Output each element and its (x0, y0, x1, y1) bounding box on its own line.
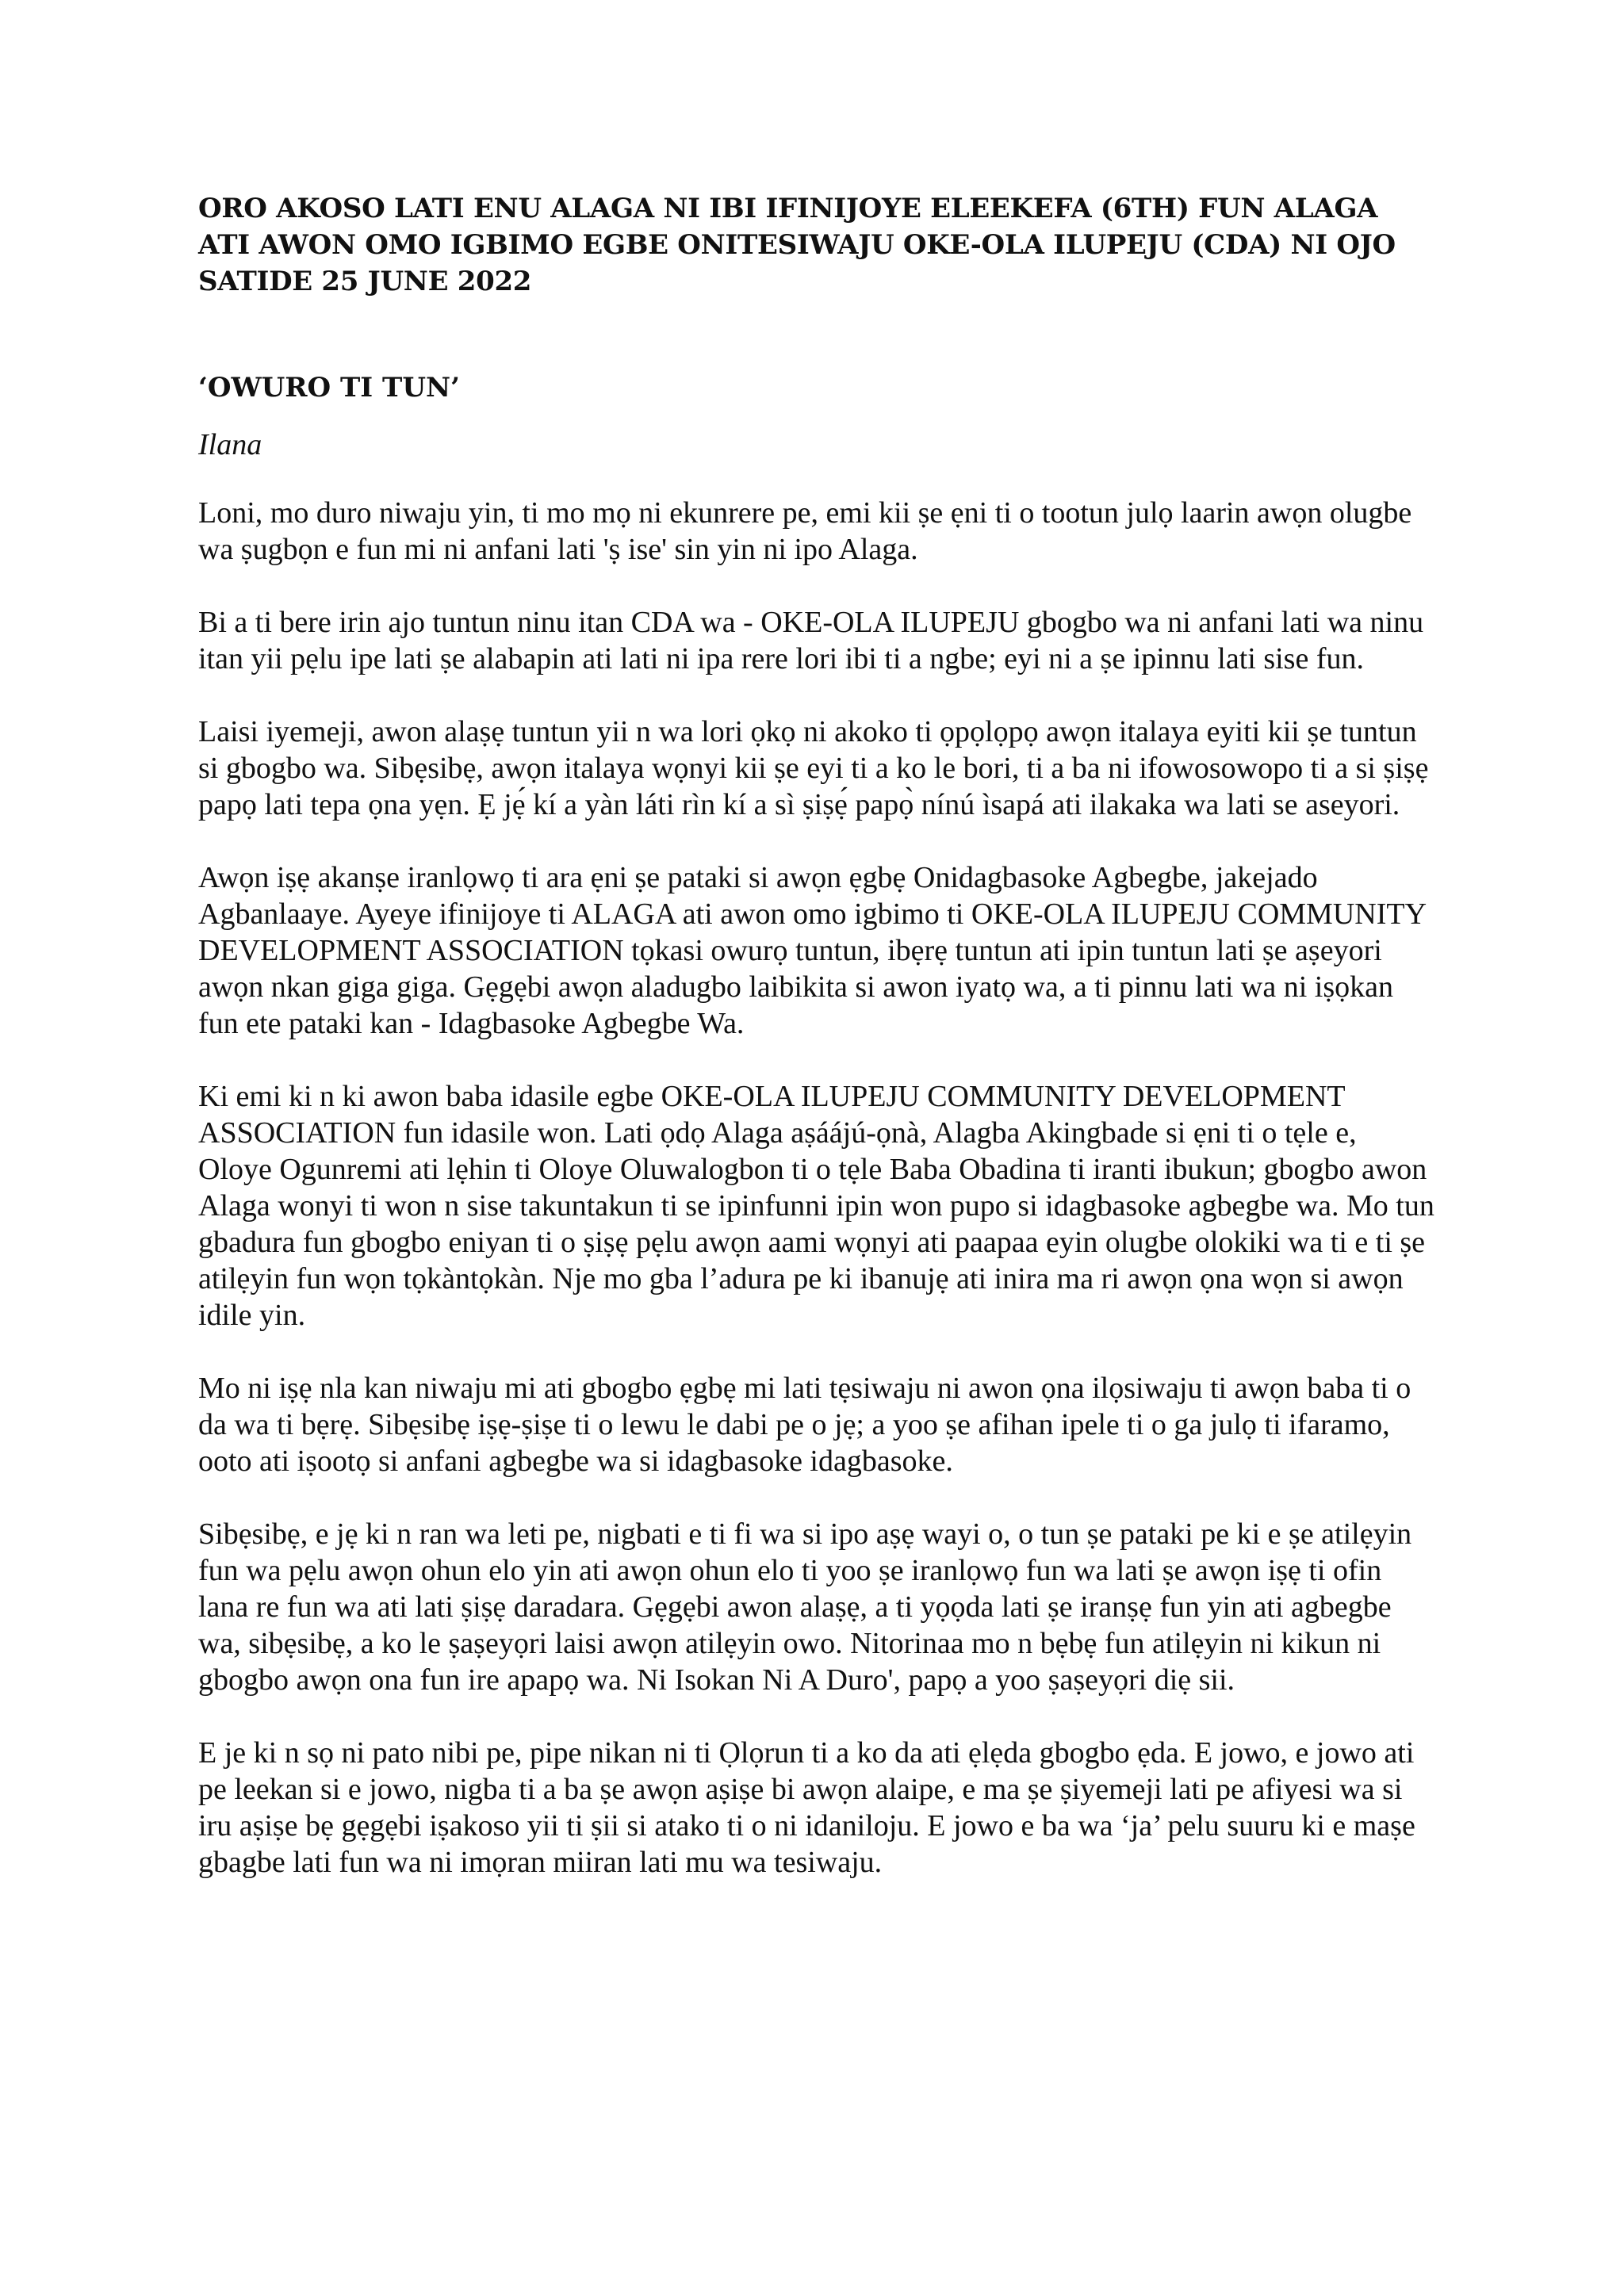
paragraph-8: E je ki n sọ ni pato nibi pe, pipe nikan ni ti Ọlọrun ti a ko da ati ẹlẹda gbogbo ẹda. E jowo, e jowo ati pe leekan si e jowo, nigba ti a ba ṣe awọn aṣiṣe bi awọn alaipe, e ma ṣe ṣiyemeji lati pe afiyesi wa si iru aṣiṣe bẹ gẹgẹbi iṣakoso yii ti ṣii si atako ti o ni idaniloju. E jowo e ba wa ‘ja’ pelu suuru ki e maṣe gbagbe lati fun wa ni imọran miiran lati mu wa tesiwaju. (198, 1736, 1415, 1879)
document-title: ORO AKOSO LATI ENU ALAGA NI IBI IFINIJOYE ELEEKEFA (6TH) FUN ALAGA ATI AWON OMO IGBIMO EGBE ONITESIWAJU OKE-OLA ILUPEJU (CDA) NI OJO SATIDE 25 JUNE 2022 (198, 193, 1396, 297)
paragraph-6: Mo ni iṣẹ nla kan niwaju mi ati gbogbo ẹgbẹ mi lati tẹsiwaju ni awon ọna ilọsiwaju ti awọn baba ti o da wa ti bẹrẹ. Sibẹsibẹ iṣẹ-ṣiṣe ti o lewu le dabi pe o jẹ; a yoo ṣe afihan ipele ti o ga julọ ti ifaramo, ooto ati iṣootọ si anfani agbegbe wa si idagbasoke idagbasoke. (198, 1372, 1411, 1478)
paragraph-3: Laisi iyemeji, awon alaṣẹ tuntun yii n wa lori ọkọ ni akoko ti ọpọlọpọ awọn italaya eyiti kii ṣe tuntun si gbogbo wa. Sibẹsibẹ, awọn italaya wọnyi kii ṣe eyi ti a ko le bori, ti a ba ni ifowosowopo ti a si ṣiṣẹ papọ lati tepa ọna yẹn. Ẹ jẹ́ kí a yàn láti rìn kí a sì ṣiṣẹ́ papọ̀ nínú ìsapá ati ilakaka wa lati se aseyori. (198, 715, 1429, 821)
document-page (198, 190, 1435, 1917)
section-heading: ‘OWURO TI TUN’ (198, 372, 460, 404)
paragraph-4: Awọn iṣẹ akanṣe iranlọwọ ti ara ẹni ṣe pataki si awọn ẹgbẹ Onidagbasoke Agbegbe, jakejado Agbanlaaye. Ayeye ifinijoye ti ALAGA ati awon omo igbimo ti OKE-OLA ILUPEJU COMMUNITY DEVELOPMENT ASSOCIATION tọkasi owurọ tuntun, ibẹrẹ tuntun ati ipin tuntun lati ṣe aṣeyori awọn nkan giga giga. Gẹgẹbi awọn aladugbo laibikita si awon iyatọ wa, a ti pinnu lati wa ni iṣọkan fun ete pataki kan - Idagbasoke Agbegbe Wa. (198, 861, 1426, 1040)
paragraph-7: Sibẹsibẹ, e jẹ ki n ran wa leti pe, nigbati e ti fi wa si ipo aṣẹ wayi o, o tun ṣe pataki pe ki e ṣe atilẹyin fun wa pẹlu awọn ohun elo yin ati awọn ohun elo ti yoo ṣe iranlọwọ fun wa lati ṣe awọn iṣẹ ti ofin lana re fun wa ati lati ṣiṣẹ daradara. Gẹgẹbi awon alaṣẹ, a ti yọọda lati ṣe iranṣẹ fun yin ati agbegbe wa, sibẹsibẹ, a ko le ṣaṣeyọri laisi awọn atilẹyin owo. Nitorinaa mo n bẹbẹ fun atilẹyin ni kikun ni gbogbo awọn ona fun ire apapọ wa. Ni Isokan Ni A Duro', papọ a yoo ṣaṣeyọri diẹ sii. (198, 1517, 1412, 1697)
paragraph-2: Bi a ti bere irin ajo tuntun ninu itan CDA wa - OKE-OLA ILUPEJU gbogbo wa ni anfani lati wa ninu itan yii pẹlu ipe lati ṣe alabapin ati lati ni ipa rere lori ibi ti a ngbe; eyi ni a ṣe ipinnu lati sise fun. (198, 606, 1424, 675)
paragraph-1: Loni, mo duro niwaju yin, ti mo mọ ni ekunrere pe, emi kii ṣe ẹni ti o tootun julọ laarin awọn olugbe wa ṣugbọn e fun mi ni anfani lati 'ṣ ise' sin yin ni ipo Alaga. (198, 496, 1412, 566)
paragraph-5: Ki emi ki n ki awon baba idasile egbe OKE-OLA ILUPEJU COMMUNITY DEVELOPMENT ASSOCIATION fun idasile won. Lati ọdọ Alaga aṣáájú-ọnà, Alagba Akingbade si ẹni ti o tẹle e, Oloye Ogunremi ati lẹhin ti Oloye Oluwalogbon ti o tẹle Baba Obadina ti iranti ibukun; gbogbo awon Alaga wonyi ti won n sise takuntakun ti se ipinfunni ipin won pupo si idagbasoke agbegbe wa. Mo tun gbadura fun gbogbo eniyan ti o ṣiṣẹ pẹlu awọn aami wọnyi ati paapaa eyin olugbe olokiki wa ti e ti ṣe atilẹyin fun wọn tọkàntọkàn. Nje mo gba l’adura pe ki ibanujẹ ati inira ma ri awọn ọna wọn si awọn idile yin. (198, 1080, 1434, 1332)
salutation: Ilana (198, 428, 262, 461)
